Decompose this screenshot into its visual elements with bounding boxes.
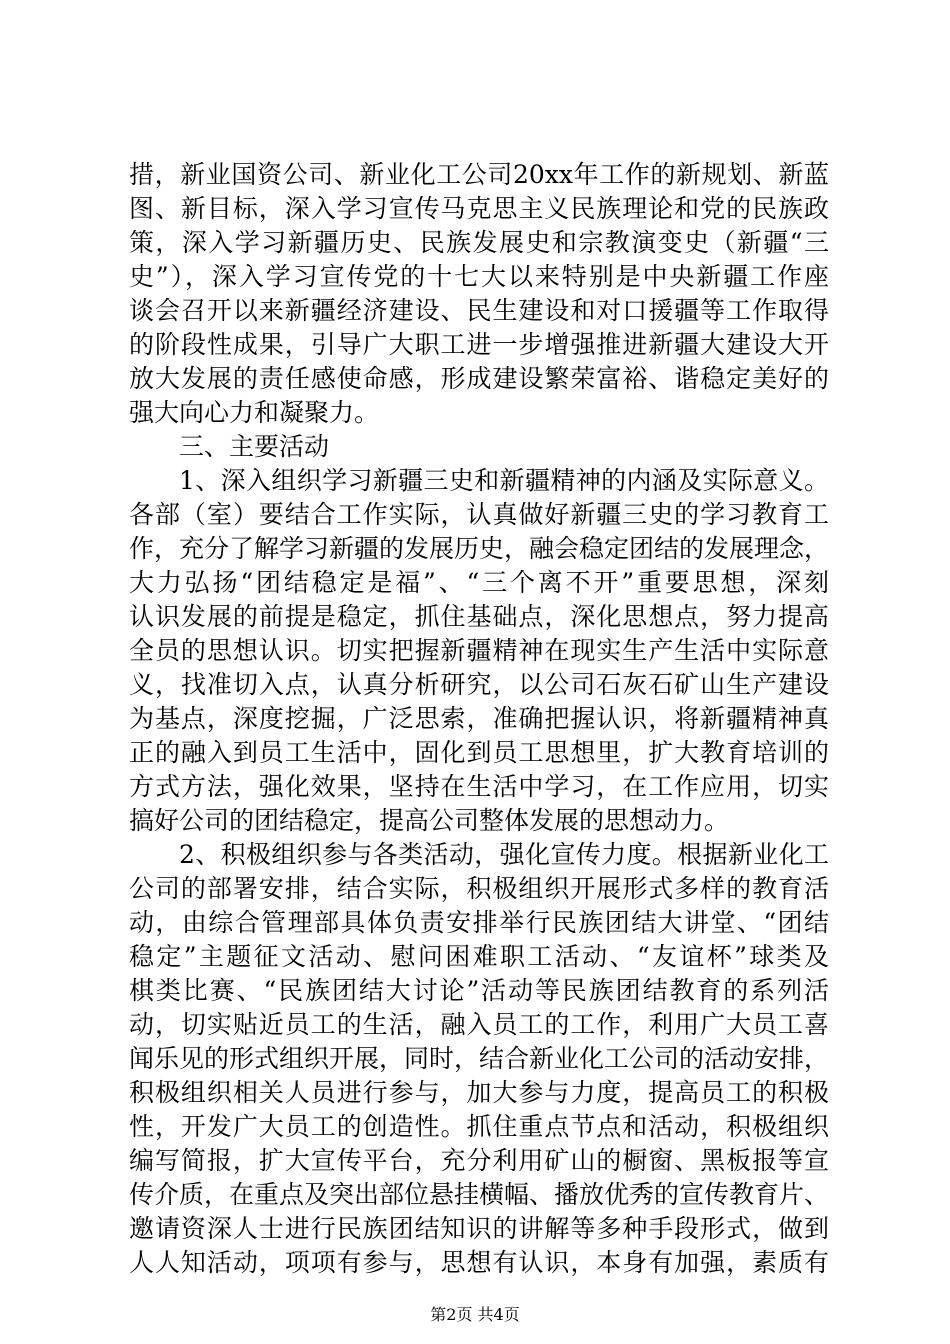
text-line: 方式方法，强化效果，坚持在生活中学习，在工作应用，切实 (129, 772, 829, 801)
text-line: 作，充分了解学习新疆的发展历史，融会稳定团结的发展理念， (129, 534, 830, 563)
text-line: 搞好公司的团结稳定，提高公司整体发展的思想动力。 (129, 806, 730, 835)
text-line: 谈会召开以来新疆经济建设、民生建设和对口援疆等工作取得 (129, 296, 829, 325)
text-line: 三、主要活动 (179, 432, 330, 461)
text-line: 棋类比赛、“民族团结大讨论”活动等民族团结教育的系列活 (129, 976, 829, 1005)
text-line: 公司的部署安排，结合实际，积极组织开展形式多样的教育活 (129, 874, 829, 903)
text-line: 邀请资深人士进行民族团结知识的讲解等多种手段形式，做到 (129, 1214, 829, 1243)
text-line: 动，切实贴近员工的生活，融入员工的工作，利用广大员工喜 (129, 1010, 829, 1039)
text-line: 义，找准切入点，认真分析研究，以公司石灰石矿山生产建设 (129, 670, 829, 699)
text-line: 史”），深入学习宣传党的十七大以来特别是中央新疆工作座 (129, 262, 829, 291)
text-line: 策，深入学习新疆历史、民族发展史和宗教演变史（新疆“三 (129, 228, 829, 257)
text-line: 图、新目标，深入学习宣传马克思主义民族理论和党的民族政 (129, 194, 829, 223)
text-line: 强大向心力和凝聚力。 (129, 398, 380, 427)
text-line: 各部（室）要结合工作实际，认真做好新疆三史的学习教育工 (129, 500, 829, 529)
text-line: 为基点，深度挖掘，广泛思索，准确把握认识，将新疆精神真 (129, 704, 829, 733)
text-line: 稳定”主题征文活动、慰问困难职工活动、“友谊杯”球类及 (129, 942, 829, 971)
text-line: 大力弘扬“团结稳定是福”、“三个离不开”重要思想，深刻 (129, 568, 829, 597)
text-line: 放大发展的责任感使命感，形成建设繁荣富裕、谐稳定美好的 (129, 364, 829, 393)
page-footer: 第2页 共4页 (430, 1305, 520, 1324)
text-line: 编写简报，扩大宣传平台，充分利用矿山的橱窗、黑板报等宣 (129, 1146, 829, 1175)
text-line: 性，开发广大员工的创造性。抓住重点节点和活动，积极组织 (129, 1112, 829, 1141)
text-line: 措，新业国资公司、新业化工公司20xx年工作的新规划、新蓝 (129, 160, 829, 189)
text-line: 传介质，在重点及突出部位悬挂横幅、播放优秀的宣传教育片、 (129, 1180, 830, 1209)
text-line: 认识发展的前提是稳定，抓住基础点，深化思想点，努力提高 (129, 602, 829, 631)
document-body (129, 158, 829, 1280)
text-line: 动，由综合管理部具体负责安排举行民族团结大讲堂、“团结 (129, 908, 829, 937)
text-line: 正的融入到员工生活中，固化到员工思想里，扩大教育培训的 (129, 738, 829, 767)
text-line: 闻乐见的形式组织开展，同时，结合新业化工公司的活动安排， (129, 1044, 830, 1073)
text-line: 的阶段性成果，引导广大职工进一步增强推进新疆大建设大开 (129, 330, 829, 359)
text-line: 积极组织相关人员进行参与，加大参与力度，提高员工的积极 (129, 1078, 829, 1107)
text-line: 人人知活动，项项有参与，思想有认识，本身有加强，素质有 (129, 1248, 829, 1277)
text-line: 全员的思想认识。切实把握新疆精神在现实生产生活中实际意 (129, 636, 829, 665)
text-line: 1、深入组织学习新疆三史和新疆精神的内涵及实际意义。 (179, 466, 829, 495)
text-line: 2、积极组织参与各类活动，强化宣传力度。根据新业化工 (179, 840, 829, 869)
